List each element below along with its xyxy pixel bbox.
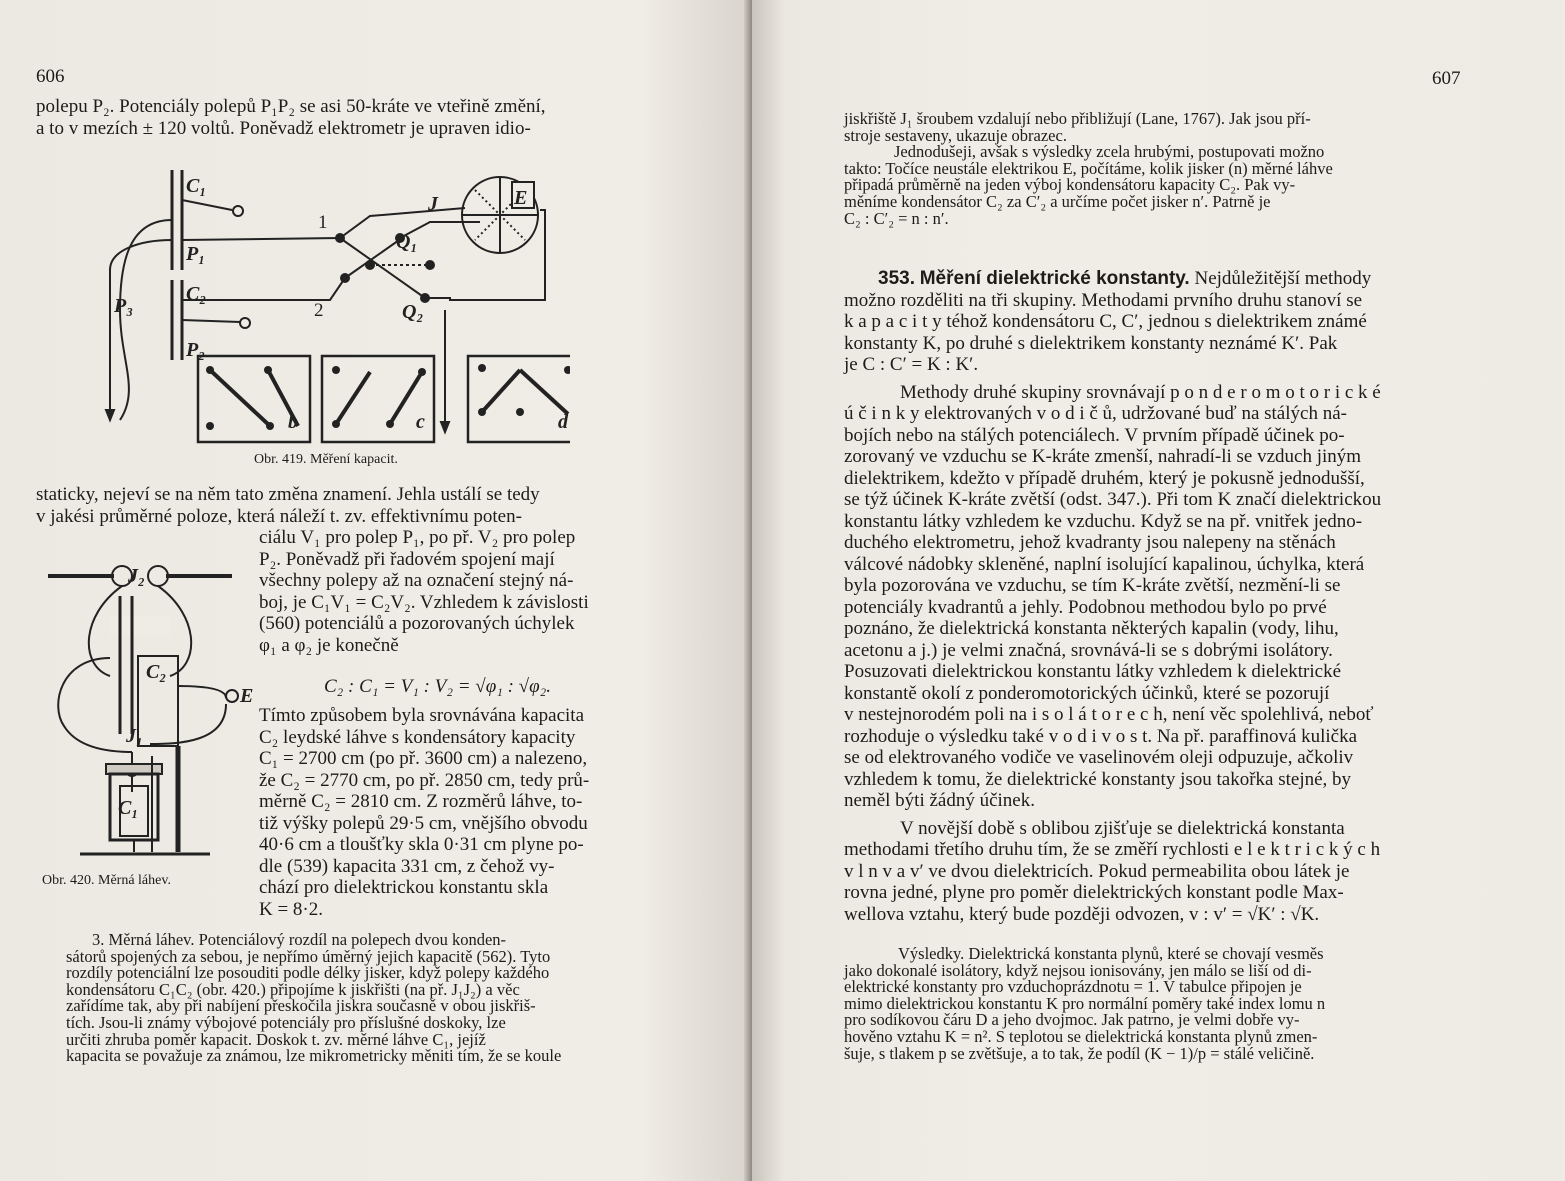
text-line: zařídíme tak, aby při nabíjení přeskočila jiskra současně v obou jiskřiš- — [66, 996, 536, 1016]
text-line: P₂. Poněvadž při řadovém spojení mají — [259, 548, 555, 570]
right-page — [752, 0, 1565, 1181]
label-q1: Q₁ — [396, 231, 418, 253]
text-line: měrně C₂ = 2810 cm. Z rozměrů láhve, to- — [259, 791, 583, 812]
text-line: duchého elektrometru, jehož kvadranty jsou nalepeny na stěnách — [844, 532, 1336, 553]
text-line: konstantu látky vzhledem ke vzduchu. Když se na př. vnitřek jedno- — [844, 510, 1363, 532]
text-line: dle (539) kapacita 331 cm, z čehož vy- — [259, 855, 555, 877]
label-c2: C₂ — [186, 283, 207, 305]
text-line: je C : C′ = K : K′. — [844, 354, 979, 375]
text-line: potenciály kvadrantů a jehly. Podobnou methodou bylo po prvé — [844, 596, 1327, 618]
label-p3: P₃ — [114, 295, 134, 317]
text-line: sátorů spojených za sebou, je nepřímo úměrný jejich kapacitě (562). Tyto — [66, 946, 551, 966]
section-353 — [844, 268, 1464, 925]
label-c: c — [416, 411, 425, 433]
text-line: šuje, s tlakem p se zvětšuje, a to tak, že podíl (K − 1)/p = stálé veličině. — [844, 1043, 1315, 1063]
left-page — [0, 0, 752, 1181]
text-line: 3. Měrná láhev. Potenciálový rozdíl na polepech dvou konden- — [92, 930, 507, 949]
intro-paragraph — [36, 96, 656, 139]
text-line: v nestejnorodém poli na i s o l á t o r e c h, není věc spolehlivá, neboť — [844, 704, 1374, 725]
text-line: methodami třetího druhu tím, že se změří rychlosti e l e k t r i c k ý c h — [844, 839, 1381, 860]
text-line: se od elektrovaného vodiče ve vaselinovém oleji odpuzuje, ačkoliv — [844, 747, 1354, 768]
text-line: stroje sestaveny, ukazuje obrazec. — [844, 125, 1067, 145]
figure-caption-420: Obr. 420. Měrná láhev. — [42, 873, 171, 888]
text-line: staticky, nejeví se na něm tato změna znamení. Jehla ustálí se tedy — [36, 484, 540, 505]
text-line: C₂ leydské láhve s kondensátory kapacity — [259, 726, 576, 748]
label-j: J — [428, 193, 438, 215]
text-line: Tímto způsobem byla srovnávána kapacita — [259, 705, 585, 726]
text-line: určiti zhruba poměr kapacit. Doskok t. zv. měrné láhve C₁, jejíž — [66, 1029, 486, 1049]
text-line: jako dokonalé isolátory, když nejsou ionisovány, jen málo se liší od di- — [844, 960, 1312, 980]
text-line: elektrické konstanty pro vzduchoprázdnotu = 1. V tabulce připojen je — [844, 977, 1302, 997]
label-q2: Q₂ — [402, 301, 424, 323]
small-print-top — [844, 111, 1466, 227]
text-line: Methody druhé skupiny srovnávají p o n d e r o m o t o r i c k é — [900, 381, 1381, 403]
text-line: Nejdůležitější methody — [1194, 268, 1372, 289]
label-b: b — [288, 411, 298, 433]
text-line: 40·6 cm a tloušťky skla 0·31 cm plyne po- — [259, 834, 584, 855]
label-1: 1 — [318, 212, 328, 233]
text-line: a to v mezích ± 120 voltů. Poněvadž elektrometr je upraven idio- — [36, 117, 531, 139]
text-line: φ₁ a φ₂ je konečně — [259, 634, 399, 656]
text-line: v l n v a v′ ve dvou dielektricích. Pokud permeabilita obou látek je — [844, 860, 1350, 882]
text-line: byla pozorována ve vzduchu, se tím K-kráte zvětší, nezmění-li se — [844, 575, 1341, 596]
text-line: chází pro dielektrickou konstantu skla — [259, 877, 549, 898]
page-number: 607 — [1432, 68, 1461, 89]
text-line: neměl býti žádný účinek. — [844, 790, 1035, 811]
text-line: konstantě okolí z ponderomotorických účinků, které se pozorují — [844, 682, 1330, 704]
text-line: Jednodušeji, avšak s výsledky zcela hrubými, postupovati možno — [894, 142, 1325, 162]
text-line: poznáno, že dielektrická konstanta některých kapalin (vody, lihu, — [844, 618, 1339, 639]
text-line: ciálu V₁ pro polep P₁, po př. V₂ pro polep — [259, 527, 576, 548]
label-2: 2 — [314, 300, 324, 321]
text-line: kondensátoru C₁C₂ (obr. 420.) připojíme k jiskřišti (na př. J₁J₂) a věc — [66, 979, 520, 999]
paragraph-narrow — [259, 527, 659, 656]
section-number: 353. — [878, 268, 915, 289]
text-line: Výsledky. Dielektrická konstanta plynů, které se chovají vesměs — [898, 944, 1324, 963]
small-print-section-3 — [66, 932, 662, 1065]
text-line: zorovaný ve vzduchu se K-kráte zmenší, nahradí-li se vzduch jiným — [844, 446, 1362, 467]
figure-419 — [100, 160, 570, 450]
text-line: K = 8·2. — [259, 898, 324, 920]
text-line: konstanty K, po druhé s dielektrikem konstanty neznámé K′. Pak — [844, 332, 1338, 354]
label-e: E — [514, 187, 528, 209]
figure-420 — [40, 556, 262, 868]
text-line: kapacita se považuje za známou, lze mikrometricky měniti tím, že se koule — [66, 1046, 562, 1066]
paragraph-measurement — [259, 705, 659, 920]
text-line: rovna jedné, plyne pro poměr dielektrických konstant podle Max- — [844, 882, 1344, 903]
text-line: se týž účinek K-kráte zvětší (odst. 347.). Při tom K značí dielektrickou — [844, 489, 1382, 510]
text-line: wellova vztahu, který bude později odvozen, v : v′ = √K′ : √K. — [844, 903, 1320, 925]
text-line: tiž výšky polepů 29·5 cm, vnějšího obvodu — [259, 812, 588, 834]
text-line: dielektrikem, kdežto v případě druhém, který je pokusně jednodušší, — [844, 467, 1365, 489]
text-line: takto: Točíce neustále elektrikou E, počítáme, kolik jisker (n) měrné láhve — [844, 158, 1333, 178]
text-line: pro sodíkovou čáru D a jeho dvojmoc. Jak patrno, je velmi dobře vy- — [844, 1010, 1300, 1030]
label-c1: C₁ — [186, 175, 207, 197]
text-line: (560) potenciálů a pozorovaných úchylek — [259, 613, 575, 634]
text-line: všechny polepy až na označení stejný ná- — [259, 570, 574, 591]
text-line: k a p a c i t y téhož kondensátoru C, C′, jednou s dielektrikem známé — [844, 311, 1367, 332]
text-line: ú č i n k y elektrovaných v o d i č ů, udržované buď na stálých ná- — [844, 403, 1347, 424]
text-line: že C₂ = 2770 cm, po př. 2850 cm, tedy prů- — [259, 769, 590, 791]
paragraph-full-width — [36, 484, 662, 527]
text-line: C₁ = 2700 cm (po př. 3600 cm) a nalezeno, — [259, 748, 588, 769]
page-number: 606 — [36, 66, 65, 87]
label-j2: J₂ — [128, 565, 145, 587]
text-line: V novější době s oblibou zjišťuje se dielektrická konstanta — [900, 817, 1345, 839]
label-p1: P₁ — [186, 243, 206, 265]
figure-caption-419: Obr. 419. Měření kapacit. — [254, 452, 398, 467]
label-c1: C₁ — [118, 797, 139, 819]
text-line: v jakési průměrné poloze, která náleží t. zv. effektivnímu poten- — [36, 505, 522, 527]
text-line: možno rozděliti na tři skupiny. Methodami prvního druhu stanoví se — [844, 289, 1363, 311]
text-line: válcové nádobky skleněné, naplní isolující kapalinou, úchylka, která — [844, 553, 1365, 575]
text-line: tích. Jsou-li známy výbojové potenciály pro příslušné doskoky, lze — [66, 1012, 506, 1032]
text-line: polepu P₂. Potenciály polepů P₁P₂ se asi 50-kráte ve vteřině změní, — [36, 96, 546, 117]
text-line: připadá průměrně na jeden výboj kondensátoru kapacity C₂. Pak vy- — [844, 175, 1296, 195]
text-line: vzhledem k tomu, že dielektrické konstanty jsou takořka stejné, by — [844, 768, 1352, 790]
text-line: mimo dielektrickou konstantu K pro normální poměry také index lomu n — [844, 993, 1326, 1013]
label-p2: P₂ — [186, 339, 206, 361]
text-line: hověno vztahu K = n². S teplotou se dielektrická konstanta plynů zmen- — [844, 1026, 1318, 1046]
text-line: rozhoduje o výsledku také v o d i v o s t. Na př. paraffinová kulička — [844, 725, 1358, 747]
text-line: acetonu a j.) je velmi značná, srovnává-li se s dobrými isolátory. — [844, 639, 1333, 661]
label-e: E — [240, 685, 254, 707]
section-title: Měření dielektrické konstanty. — [919, 268, 1190, 289]
text-line: Posuzovati dielektrickou konstantu látky vzhledem k dielektrické — [844, 661, 1342, 682]
text-line: měníme kondensátor C₂ za C′₂ a určíme počet jisker n′. Patrně je — [844, 191, 1271, 211]
text-line: jiskřiště J₁ šroubem vzdalují nebo přibližují (Lane, 1767). Jak jsou pří- — [844, 109, 1311, 128]
label-c2: C₂ — [146, 661, 167, 683]
label-j1: J₁ — [126, 725, 143, 747]
text-line: boj, je C₁V₁ = C₂V₂. Vzhledem k závislosti — [259, 591, 589, 613]
text-line: rozdíly potenciální lze posouditi podle délky jisker, když polepy každého — [66, 963, 550, 983]
text-line: bojích nebo na stálých potenciálech. V prvním případě účinek po- — [844, 424, 1345, 446]
small-print-results — [844, 946, 1466, 1062]
label-d: d — [558, 411, 568, 433]
text-line: C₂ : C′₂ = n : n′. — [844, 208, 949, 228]
equation: C₂ : C₁ = V₁ : V₂ = √φ₁ : √φ₂. — [324, 676, 551, 697]
